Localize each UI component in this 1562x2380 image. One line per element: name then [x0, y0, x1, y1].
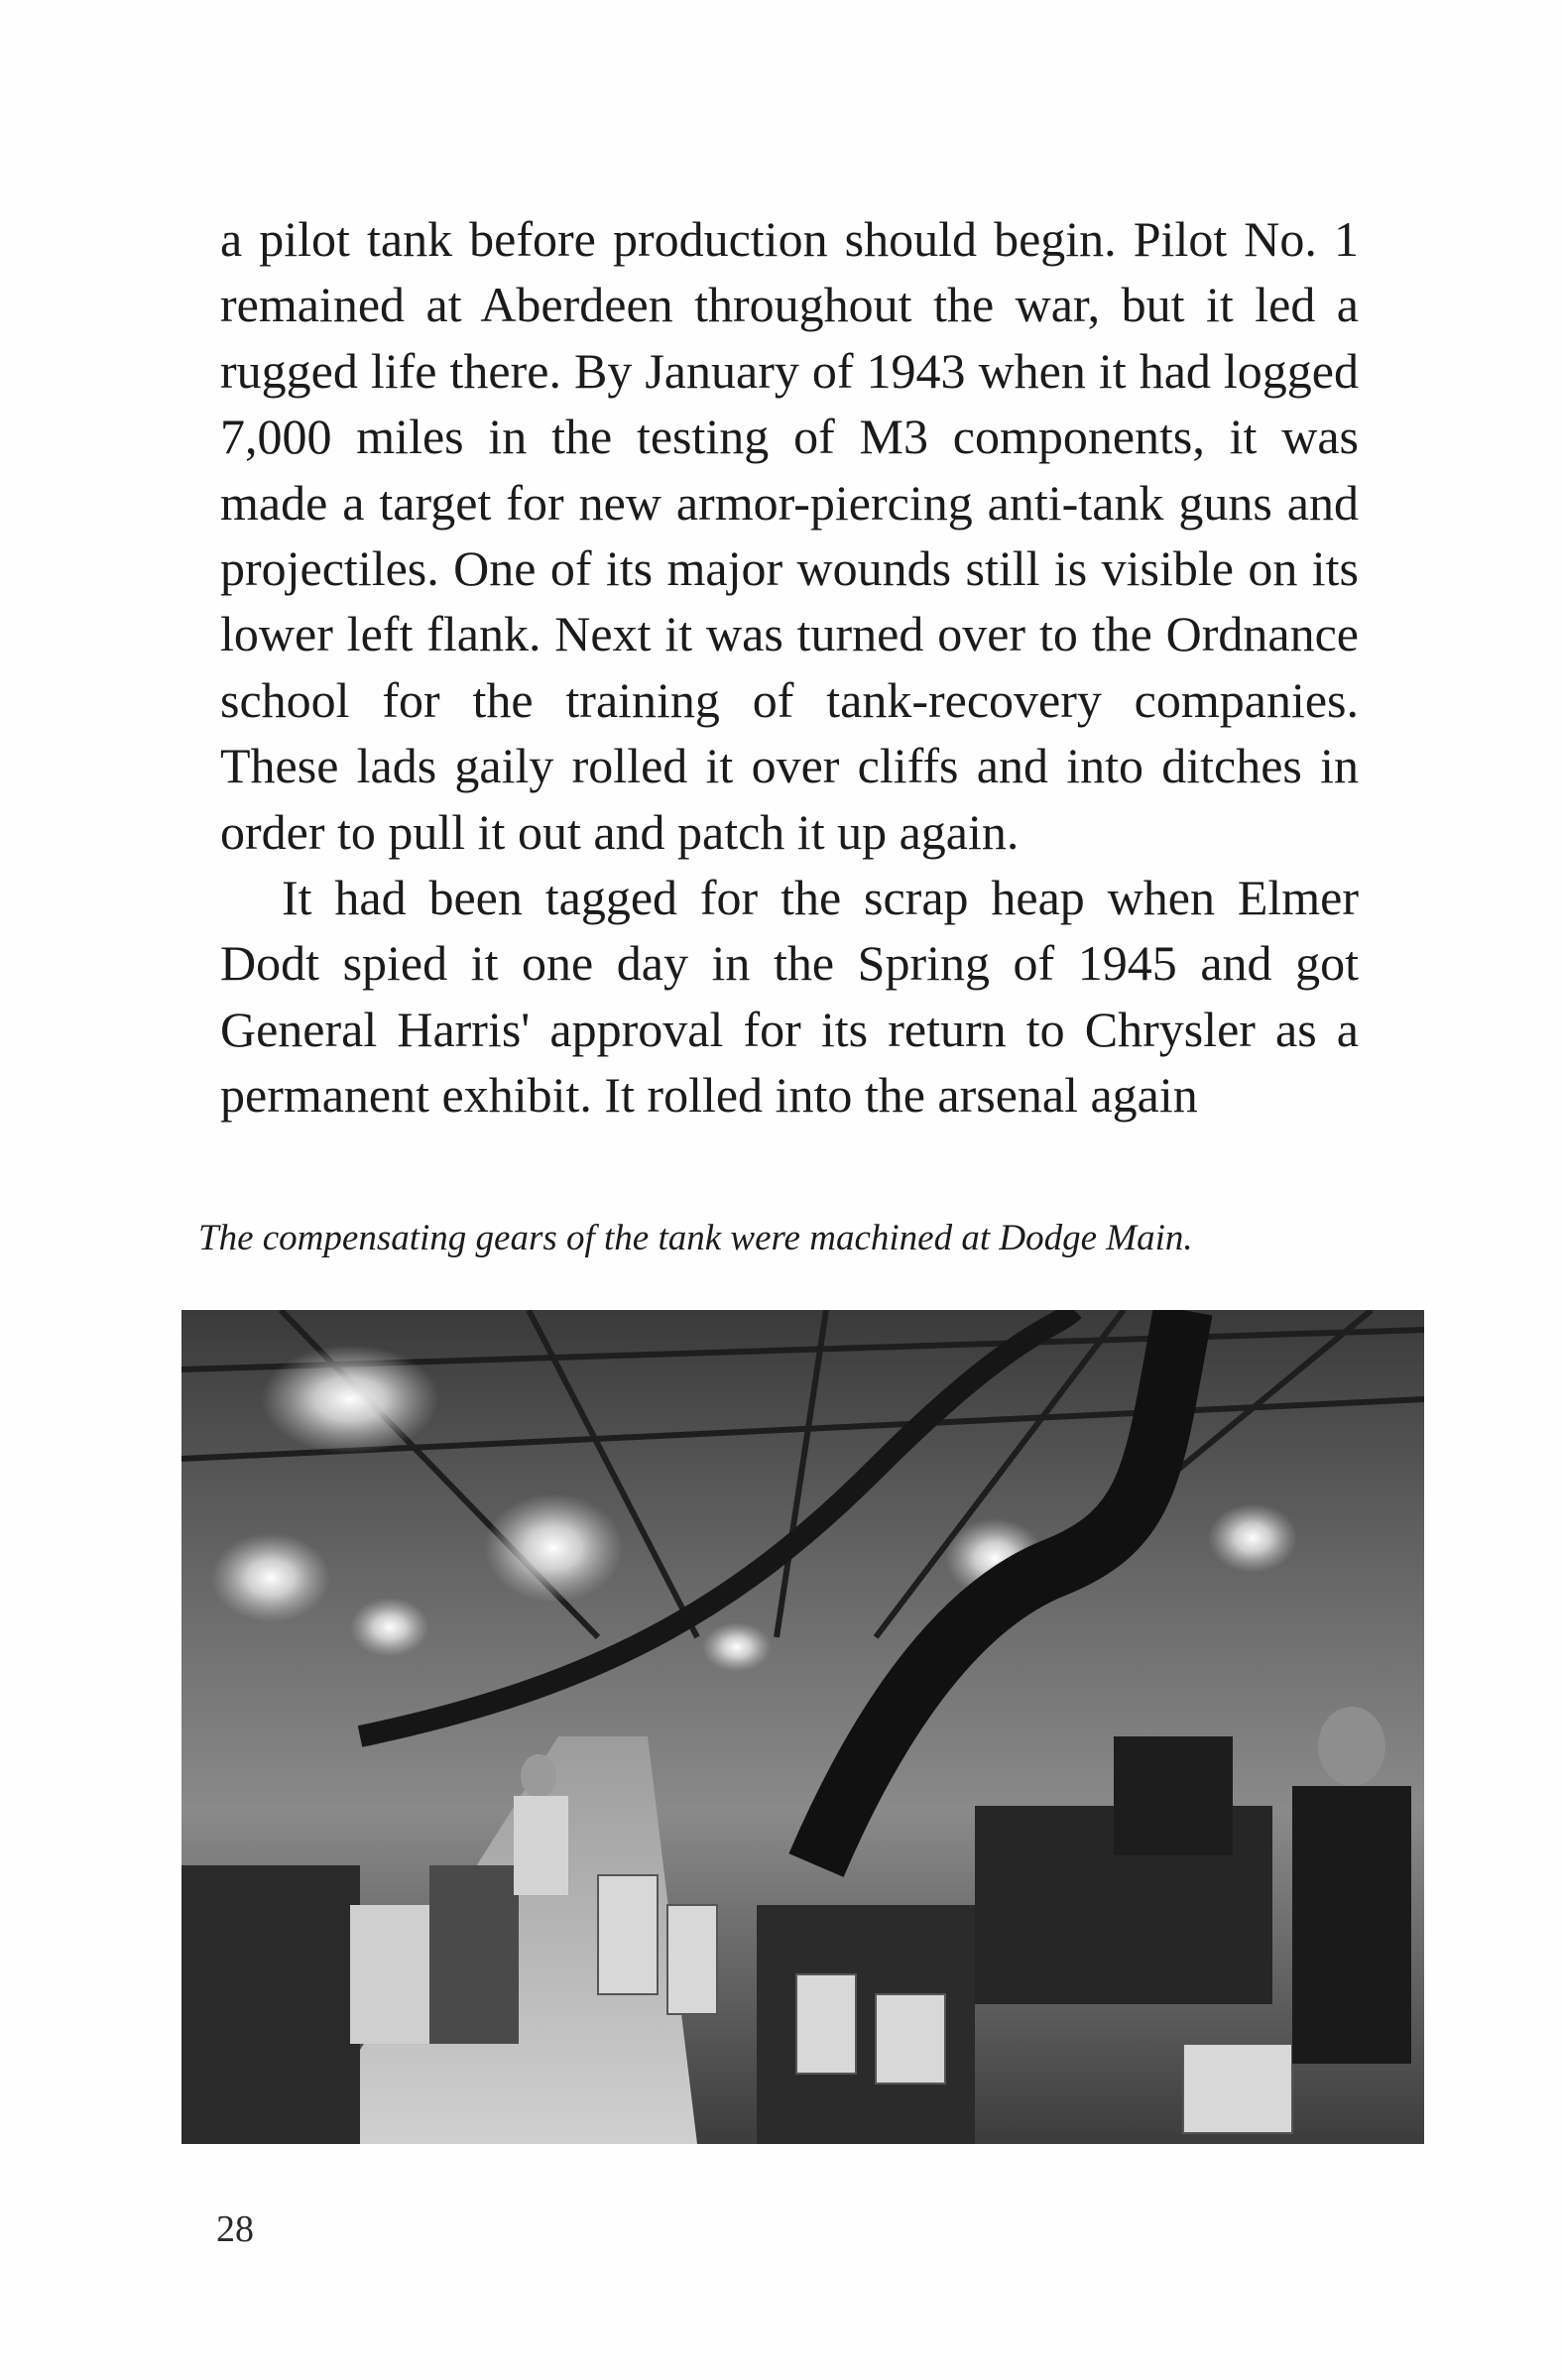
photo-caption: The compensating gears of the tank were machined at Dodge Main. [198, 1218, 1193, 1258]
paragraph-2: It had been tagged for the scrap heap when Elmer Dodt spied it one day in the Spring of 1945 and got General Harris' approval for its return to Chrysler as a permanent exhibit. It rolled into the arsenal again [220, 870, 1359, 1124]
page-number: 28 [216, 2208, 254, 2250]
paragraph-1: a pilot tank before production should begin. Pilot No. 1 remained at Aberdeen throughout the war, but it led a rugged life there. By January of 1943 when it had logged 7,000 miles in the testing of M3 components, it was made a target for new armor-piercing anti-tank guns and projectiles. One of its major wounds still is visible on its lower left flank. Next it was turned over to the Ordnance school for the training of tank-recovery companies. These lads gaily rolled it over cliffs and into ditches in order to pull it out and patch it up again. [220, 211, 1359, 860]
factory-photo [181, 1310, 1424, 2144]
body-text [220, 206, 1359, 1129]
